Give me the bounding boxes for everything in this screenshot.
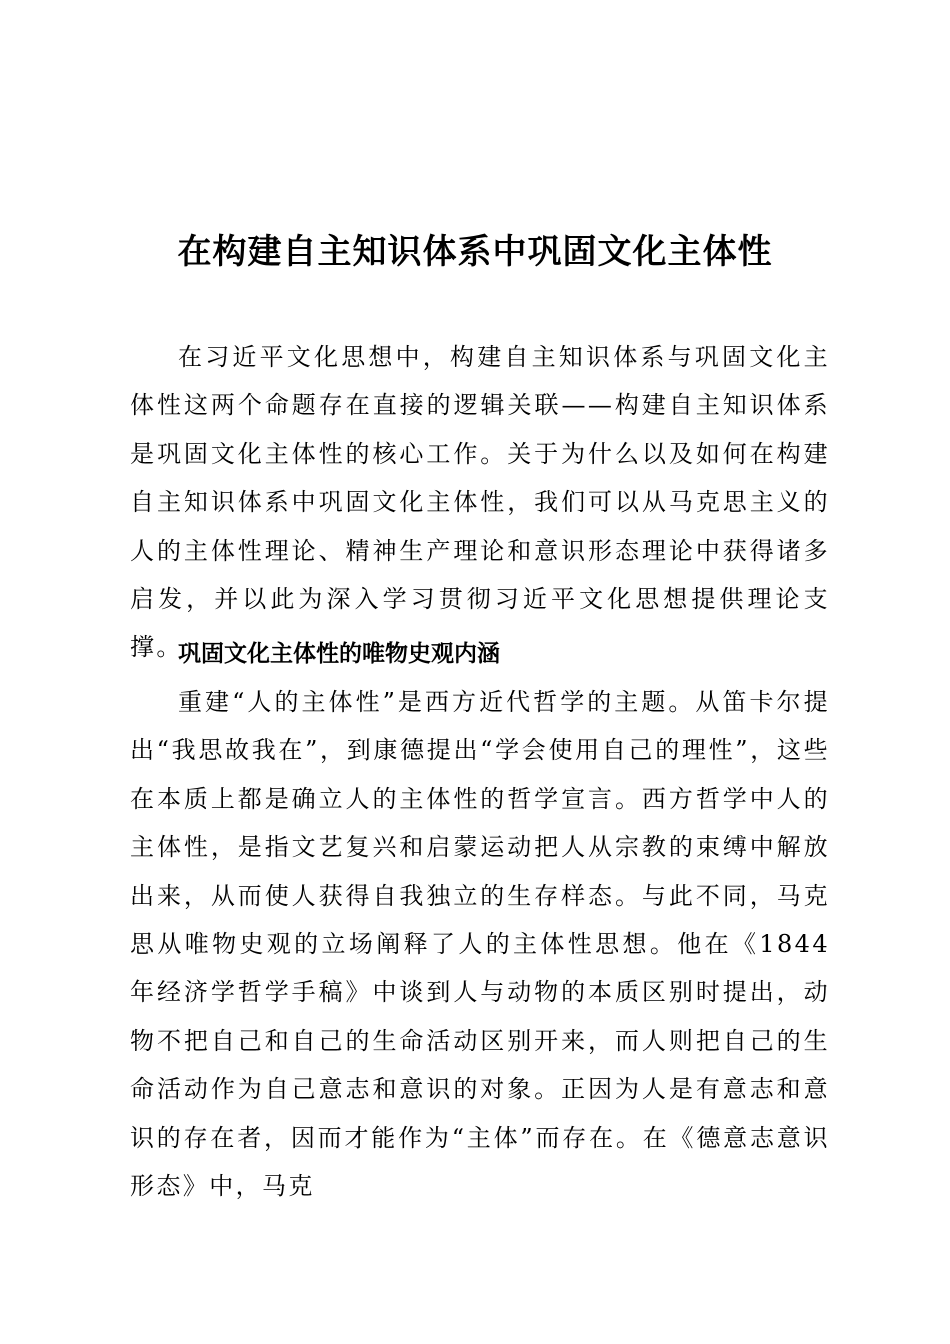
section-heading: 巩固文化主体性的唯物史观内涵 [178,641,500,667]
intro-paragraph: 在习近平文化思想中，构建自主知识体系与巩固文化主体性这两个命题存在直接的逻辑关联——构建自主知识体系是巩固文化主体性的核心工作。关于为什么以及如何在构建自主知识体系中巩固文化主体性，我们可以从马克思主义的人的主体性理论、精神生产理论和意识形态理论中获得诸多启发，并以此为深入学习贯彻习近平文化思想提供理论支撑。 [130,343,830,662]
body-paragraph: 重建“人的主体性”是西方近代哲学的主题。从笛卡尔提出“我思故我在”，到康德提出“学会使用自己的理性”，这些在本质上都是确立人的主体性的哲学宣言。西方哲学中人的主体性，是指文艺复兴和启蒙运动把人从宗教的束缚中解放出来，从而使人获得自我独立的生存样态。与此不同，马克思从唯物史观的立场阐释了人的主体性思想。他在《1844年经济学哲学手稿》中谈到人与动物的本质区别时提出，动物不把自己和自己的生命活动区别开来，而人则把自己的生命活动作为自己意志和意识的对象。正因为人是有意志和意识的存在者，因而才能作为“主体”而存在。在《德意志意识形态》中，马克 [130,688,830,1201]
document-title: 在构建自主知识体系中巩固文化主体性 [177,232,773,272]
